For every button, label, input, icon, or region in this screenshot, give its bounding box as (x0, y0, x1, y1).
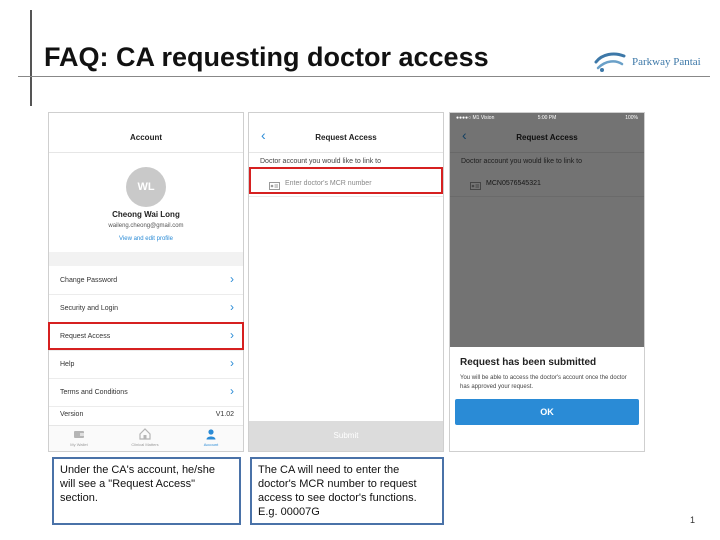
version-row (49, 409, 243, 423)
request-access-highlight (48, 322, 244, 350)
tab-my-wallet[interactable] (49, 428, 109, 447)
caption-request: The CA will need to enter the doctor's MCR number to request access to see doctor's functions. E.g. 00007G (250, 457, 444, 525)
page-number: 1 (690, 515, 696, 525)
logo-mark-icon (592, 50, 628, 74)
menu-item-change-password[interactable] (49, 267, 243, 295)
menu-item-label: Help (60, 361, 75, 368)
ok-button[interactable]: OK (455, 399, 639, 425)
menu-item-security-login[interactable] (49, 295, 243, 323)
wallet-icon (73, 428, 85, 440)
chevron-right-icon: › (230, 384, 234, 398)
request-submitted-screen (449, 112, 645, 452)
view-profile-link[interactable]: View and edit profile (119, 236, 173, 242)
version-value: V1.02 (215, 411, 234, 418)
user-email: waileng.cheong@gmail.com (108, 223, 184, 229)
submit-button[interactable]: Submit (249, 421, 443, 451)
nav-title: Account (130, 133, 162, 142)
section-divider (49, 252, 243, 266)
chevron-right-icon: › (230, 272, 234, 286)
caption-account: Under the CA's account, he/she will see a "Request Access" section. (52, 457, 241, 525)
battery-label: 100% (625, 115, 638, 121)
mcr-input-highlight (249, 167, 443, 194)
title-divider (18, 76, 710, 77)
dialog-message: You will be able to access the doctor's account once the doctor has approved your request. (460, 375, 627, 390)
tab-account[interactable] (181, 428, 241, 447)
account-screen (48, 112, 244, 452)
nav-title: Request Access (315, 133, 377, 142)
slide-title: FAQ: CA requesting doctor access (44, 42, 489, 72)
request-access-screen (248, 112, 444, 452)
chevron-right-icon: › (230, 356, 234, 370)
parkway-pantai-logo (592, 50, 712, 74)
menu-item-help[interactable] (49, 351, 243, 379)
menu-item-label: Change Password (60, 277, 118, 284)
avatar[interactable]: WL (126, 167, 166, 207)
title-accent-line (30, 10, 32, 106)
user-name: Cheong Wai Long (112, 210, 180, 219)
chevron-right-icon: › (230, 328, 234, 342)
version-label: Version (60, 411, 84, 418)
link-prompt: Doctor account you would like to link to (260, 158, 382, 165)
nav-bar (249, 113, 443, 153)
back-chevron-icon[interactable]: ‹ (261, 127, 266, 143)
person-icon (205, 428, 217, 440)
home-icon (139, 428, 151, 440)
tab-bar (49, 425, 243, 451)
menu-item-label: Request Access (60, 333, 111, 340)
chevron-right-icon: › (230, 300, 234, 314)
tab-label: Clinical Matters (131, 442, 159, 447)
status-bar (450, 113, 644, 123)
tab-label: My Wallet (70, 442, 88, 447)
submitted-dialog (450, 347, 644, 451)
carrier-label: ●●●●○ M1 Vision (456, 115, 495, 121)
menu-item-label: Security and Login (60, 305, 118, 312)
tab-label: Account (203, 442, 219, 447)
clock-label: 5:00 PM (537, 115, 557, 121)
dialog-title: Request has been submitted (460, 357, 597, 368)
menu-item-label: Terms and Conditions (60, 389, 128, 396)
menu-item-terms[interactable] (49, 379, 243, 407)
nav-bar (49, 113, 243, 153)
tab-clinical-matters[interactable] (115, 428, 175, 447)
mcr-input[interactable]: Enter doctor's MCR number (285, 180, 372, 187)
logo-text: Parkway Pantai (632, 56, 701, 68)
